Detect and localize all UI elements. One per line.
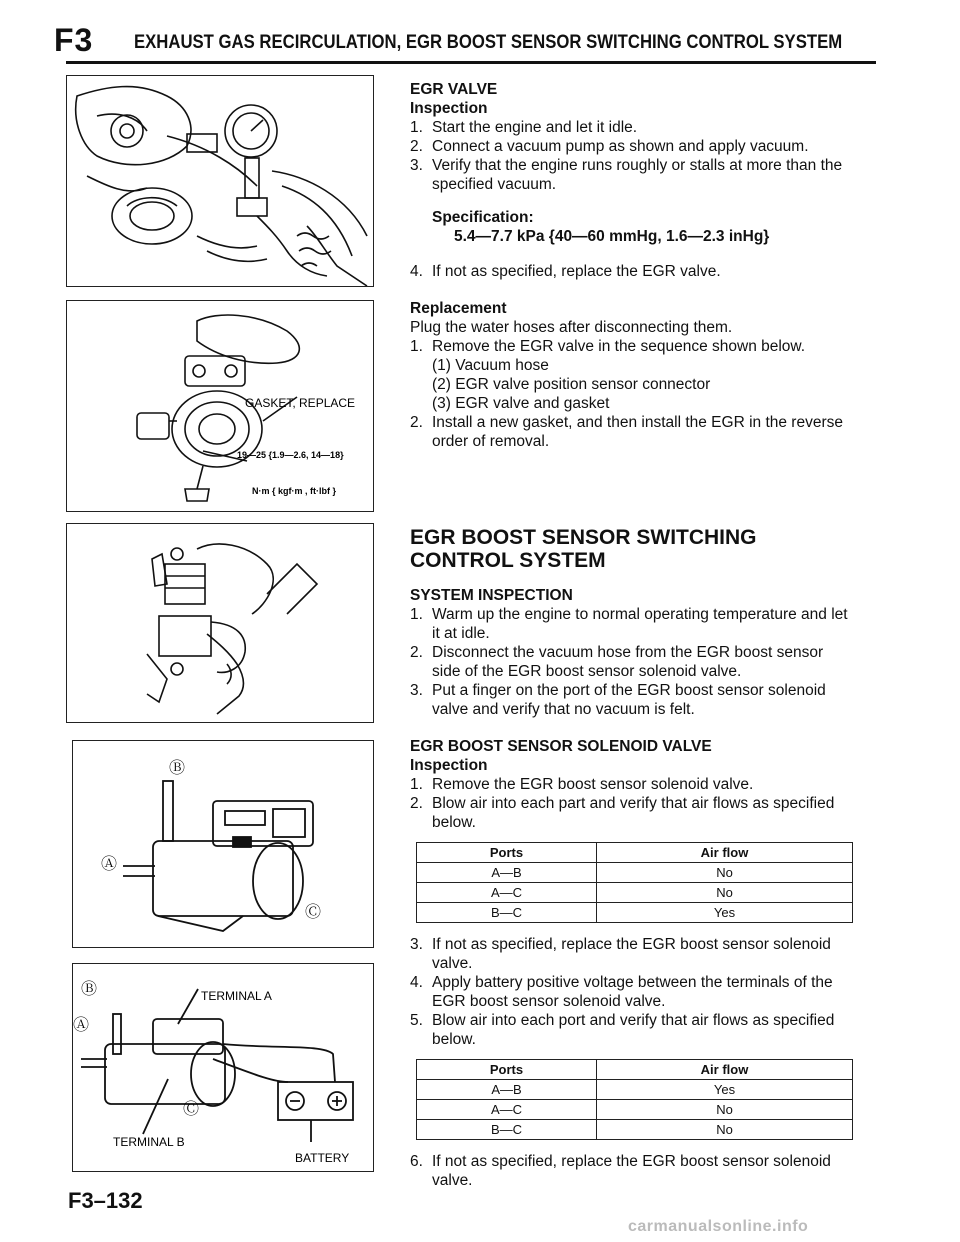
step-text: Blow air into each port and verify that air flows as specified below. bbox=[432, 1012, 835, 1048]
finger-on-port-illustration bbox=[67, 524, 373, 722]
step-text: If not as specified, replace the EGR valve. bbox=[432, 263, 721, 280]
table-header-row bbox=[417, 1060, 853, 1080]
list-item bbox=[410, 118, 855, 137]
port-c-label: Ⓒ bbox=[305, 904, 322, 921]
figure-finger-on-port bbox=[66, 523, 374, 723]
egr-valve-gasket-illustration bbox=[67, 301, 373, 511]
table-row bbox=[417, 903, 853, 923]
list-item bbox=[410, 1011, 855, 1049]
table-cell: A—C bbox=[417, 1100, 597, 1120]
table-row bbox=[417, 883, 853, 903]
step-number: 3. bbox=[410, 936, 423, 953]
list-item bbox=[410, 137, 855, 156]
inspection-heading: Inspection bbox=[410, 757, 488, 774]
step-number: 2. bbox=[410, 138, 423, 155]
step-number: 3. bbox=[410, 682, 423, 699]
list-item bbox=[410, 156, 855, 194]
list-item bbox=[410, 413, 855, 451]
torque-units: N·m { kgf·m , ft·lbf } bbox=[252, 486, 336, 496]
list-item bbox=[410, 794, 855, 832]
list-item bbox=[410, 643, 855, 681]
airflow-table-1 bbox=[416, 842, 853, 923]
torque-label: 19—25 {1.9—2.6, 14—18} bbox=[237, 450, 344, 460]
page-number: F3–132 bbox=[68, 1188, 143, 1213]
table-cell: Yes bbox=[597, 903, 853, 923]
step-text: Install a new gasket, and then install the EGR in the reverse order of removal. bbox=[432, 414, 843, 450]
watermark: carmanualsonline.info bbox=[628, 1218, 809, 1235]
step-text: Apply battery positive voltage between the terminals of the EGR boost sensor solenoid valve. bbox=[432, 974, 833, 1010]
boost-title-line1: EGR BOOST SENSOR SWITCHING bbox=[410, 526, 757, 549]
figure-egr-valve-gasket bbox=[66, 300, 374, 512]
step-text: Put a finger on the port of the EGR boost sensor solenoid valve and verify that no vacuum is felt. bbox=[432, 682, 826, 718]
boost-sensor-section bbox=[410, 526, 855, 1190]
step-number: 4. bbox=[410, 974, 423, 991]
step-number: 1. bbox=[410, 338, 423, 355]
spec-value: 5.4—7.7 kPa {40—60 mmHg, 1.6—2.3 inHg} bbox=[454, 228, 770, 245]
table-row bbox=[417, 1080, 853, 1100]
table-cell: No bbox=[597, 883, 853, 903]
step-text: Verify that the engine runs roughly or stalls at more than the specified vacuum. bbox=[432, 157, 843, 193]
step-text: If not as specified, replace the EGR boost sensor solenoid valve. bbox=[432, 1153, 831, 1189]
column-header: Ports bbox=[417, 843, 597, 863]
section-code: F3 bbox=[54, 22, 94, 58]
list-item bbox=[410, 262, 855, 281]
table-row bbox=[417, 1120, 853, 1140]
port-a-label: Ⓐ bbox=[101, 856, 118, 873]
step-text: Connect a vacuum pump as shown and apply vacuum. bbox=[432, 138, 809, 155]
step-text: Start the engine and let it idle. bbox=[432, 119, 638, 136]
inspection-heading: Inspection bbox=[410, 100, 488, 117]
column-header: Air flow bbox=[597, 1060, 853, 1080]
step-text: Remove the EGR boost sensor solenoid valve. bbox=[432, 776, 754, 793]
list-item bbox=[410, 775, 855, 794]
step-number: 2. bbox=[410, 644, 423, 661]
solenoid-battery-illustration bbox=[73, 964, 373, 1171]
table-cell: Yes bbox=[597, 1080, 853, 1100]
step-number: 1. bbox=[410, 776, 423, 793]
section-title: EXHAUST GAS RECIRCULATION, EGR BOOST SENSOR SWITCHING CONTROL SYSTEM bbox=[134, 32, 843, 53]
figure-solenoid-battery bbox=[72, 963, 374, 1172]
port-b-label: Ⓑ bbox=[81, 981, 98, 998]
replacement-heading: Replacement bbox=[410, 300, 507, 317]
step-number: 2. bbox=[410, 795, 423, 812]
table-cell: No bbox=[597, 1120, 853, 1140]
sub-item: (1) Vacuum hose bbox=[432, 357, 549, 374]
table-cell: No bbox=[597, 1100, 853, 1120]
step-number: 6. bbox=[410, 1153, 423, 1170]
table-row bbox=[417, 1100, 853, 1120]
step-text: Remove the EGR valve in the sequence shown below. bbox=[432, 338, 806, 355]
step-number: 5. bbox=[410, 1012, 423, 1029]
step-text: Disconnect the vacuum hose from the EGR boost sensor side of the EGR boost sensor solenoid valve. bbox=[432, 644, 824, 680]
figure-solenoid-ports bbox=[72, 740, 374, 948]
step-number: 4. bbox=[410, 263, 423, 280]
step-number: 2. bbox=[410, 414, 423, 431]
airflow-table-2 bbox=[416, 1059, 853, 1140]
table-cell: B—C bbox=[417, 1120, 597, 1140]
battery-label: BATTERY bbox=[295, 1151, 350, 1165]
terminal-b-label: TERMINAL B bbox=[113, 1135, 185, 1149]
egr-valve-title: EGR VALVE bbox=[410, 81, 498, 98]
terminal-a-label: TERMINAL A bbox=[201, 989, 272, 1003]
list-item bbox=[410, 605, 855, 643]
table-cell: A—C bbox=[417, 883, 597, 903]
gasket-label: GASKET, REPLACE bbox=[245, 396, 356, 410]
list-item bbox=[410, 1152, 855, 1190]
table-cell: B—C bbox=[417, 903, 597, 923]
list-item bbox=[410, 935, 855, 973]
spec-label: Specification: bbox=[432, 209, 534, 226]
table-row bbox=[417, 863, 853, 883]
step-text: If not as specified, replace the EGR boost sensor solenoid valve. bbox=[432, 936, 831, 972]
solenoid-ports-illustration bbox=[73, 741, 373, 947]
solenoid-valve-heading: EGR BOOST SENSOR SOLENOID VALVE bbox=[410, 738, 712, 755]
port-c-label: Ⓒ bbox=[183, 1101, 200, 1118]
figure-vacuum-pump bbox=[66, 75, 374, 287]
replacement-intro: Plug the water hoses after disconnecting them. bbox=[410, 319, 733, 336]
column-header: Ports bbox=[417, 1060, 597, 1080]
step-text: Blow air into each part and verify that air flows as specified below. bbox=[432, 795, 835, 831]
list-item bbox=[410, 681, 855, 719]
sub-item: (3) EGR valve and gasket bbox=[432, 395, 610, 412]
port-a-label: Ⓐ bbox=[73, 1017, 90, 1034]
system-inspection-heading: SYSTEM INSPECTION bbox=[410, 587, 573, 604]
page-header bbox=[54, 22, 934, 62]
port-b-label: Ⓑ bbox=[169, 760, 186, 777]
list-item bbox=[410, 337, 855, 356]
step-number: 1. bbox=[410, 119, 423, 136]
boost-title-line2: CONTROL SYSTEM bbox=[410, 549, 606, 572]
table-header-row bbox=[417, 843, 853, 863]
egr-valve-section bbox=[410, 80, 855, 451]
list-item bbox=[410, 973, 855, 1011]
step-number: 3. bbox=[410, 157, 423, 174]
table-cell: No bbox=[597, 863, 853, 883]
column-header: Air flow bbox=[597, 843, 853, 863]
step-number: 1. bbox=[410, 606, 423, 623]
table-cell: A—B bbox=[417, 1080, 597, 1100]
table-cell: A—B bbox=[417, 863, 597, 883]
step-text: Warm up the engine to normal operating temperature and let it at idle. bbox=[432, 606, 848, 642]
sub-item: (2) EGR valve position sensor connector bbox=[432, 376, 711, 393]
vacuum-pump-illustration bbox=[67, 76, 373, 286]
header-rule bbox=[66, 61, 876, 64]
